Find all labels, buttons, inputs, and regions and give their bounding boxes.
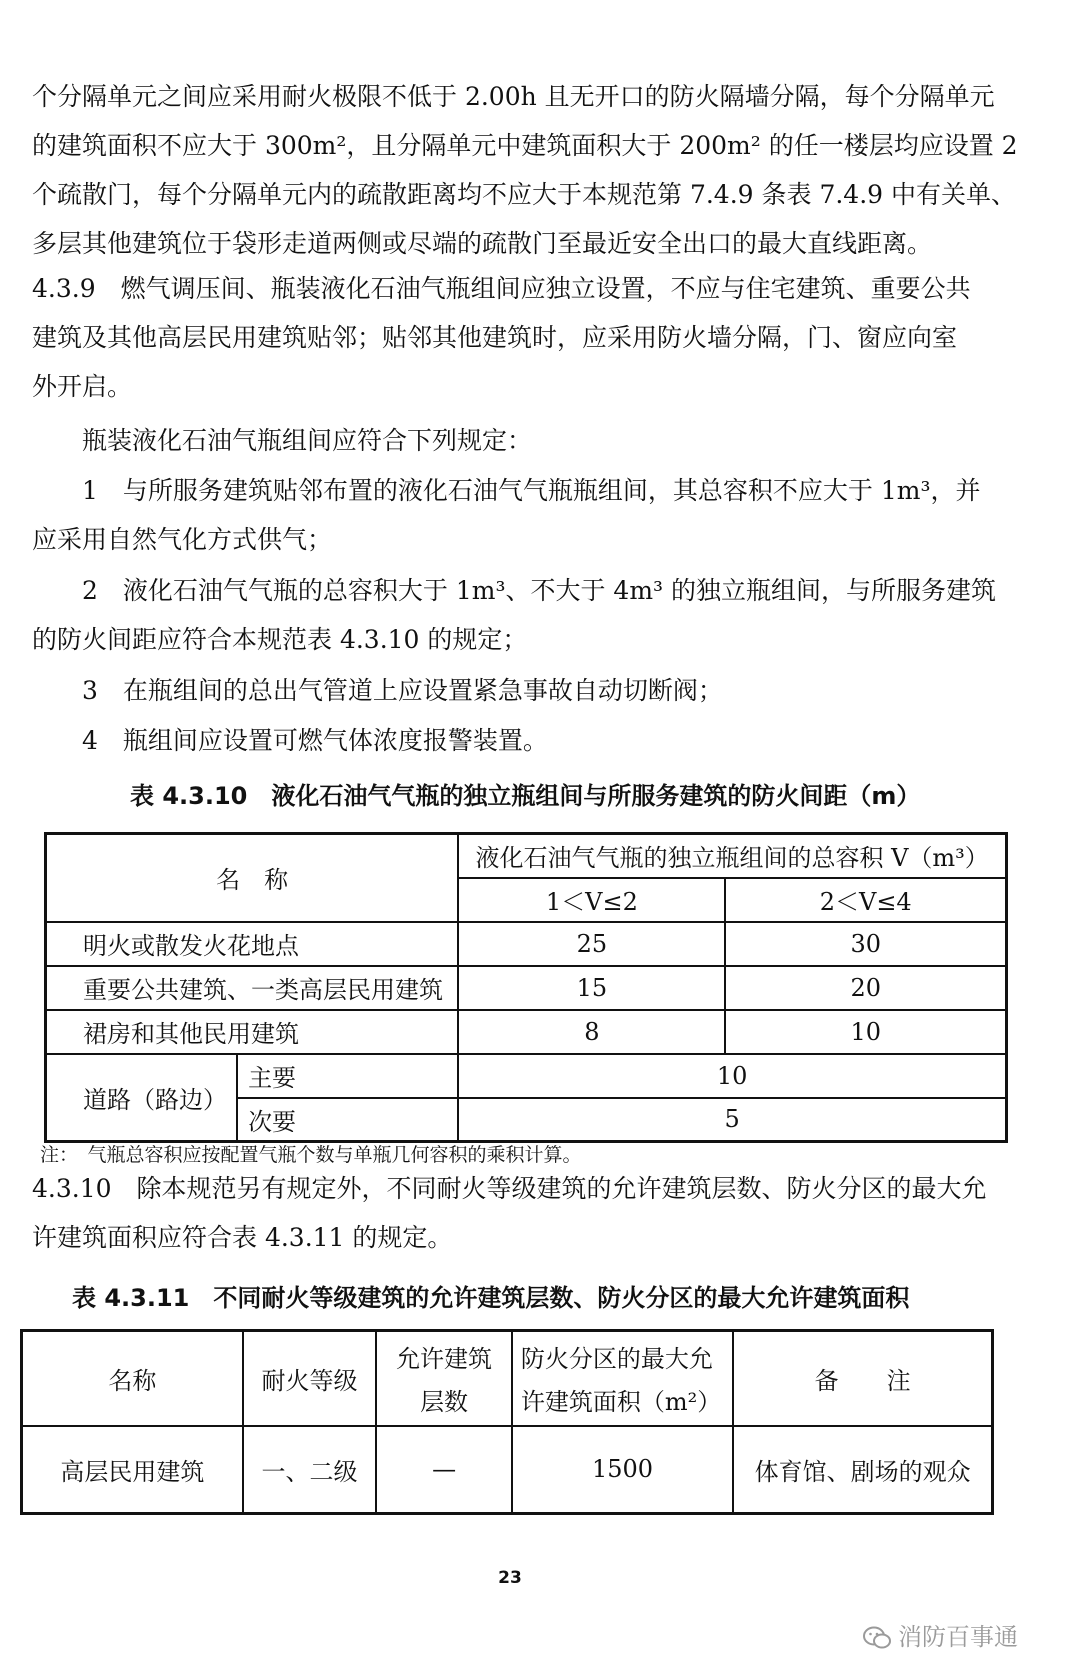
table-4-3-11-title: 表 4.3.11 不同耐火等级建筑的允许建筑层数、防火分区的最大允许建筑面积 <box>72 1284 910 1312</box>
road-label: 道路（路边） <box>46 1054 238 1142</box>
row-floors: — <box>376 1426 512 1514</box>
clause-4-3-9: 4.3.9 燃气调压间、瓶装液化石油气瓶组间应独立设置，不应与住宅建筑、重要公共 建筑及其他高层民用建筑贴邻；贴邻其他建筑时，应采用防火墙分隔，门、窗应向室 外开启。 <box>32 274 971 401</box>
clause-4-3-10: 4.3.10 除本规范另有规定外，不同耐火等级建筑的允许建筑层数、防火分区的最大允 许建筑面积应符合表 4.3.11 的规定。 <box>32 1174 987 1252</box>
road-minor-value: 5 <box>458 1098 1006 1142</box>
row-value: 10 <box>725 1010 1006 1054</box>
row-value: 8 <box>458 1010 725 1054</box>
clause-intro: 瓶装液化石油气瓶组间应符合下列规定： <box>32 426 533 455</box>
clause-item-4: 4 瓶组间应设置可燃气体浓度报警装置。 <box>32 726 548 755</box>
wechat-icon <box>862 1625 892 1651</box>
road-main-label: 主要 <box>237 1054 458 1098</box>
road-main-value: 10 <box>458 1054 1006 1098</box>
row-max-area: 1500 <box>512 1426 733 1514</box>
watermark-text: 消防百事通 <box>898 1623 1018 1651</box>
header-allowed-floors: 允许建筑 层数 <box>376 1331 512 1426</box>
row-label: 重要公共建筑、一类高层民用建筑 <box>46 966 459 1010</box>
header-max-area: 防火分区的最大允 许建筑面积（m²） <box>512 1331 733 1426</box>
road-minor-label: 次要 <box>237 1098 458 1142</box>
row-name: 高层民用建筑 <box>22 1426 243 1514</box>
row-remark: 体育馆、剧场的观众 <box>733 1426 992 1514</box>
header-volume-range-2: 2＜V≤4 <box>725 878 1006 922</box>
header-name: 名称 <box>22 1331 243 1426</box>
page-number: 23 <box>498 1568 522 1588</box>
clause-item-1: 1 与所服务建筑贴邻布置的液化石油气气瓶瓶组间，其总容积不应大于 1m³，并 应采用自然气化方式供气； <box>32 476 981 554</box>
table-note: 注： 气瓶总容积应按配置气瓶个数与单瓶几何容积的乘积计算。 <box>40 1144 582 1166</box>
row-value: 15 <box>458 966 725 1010</box>
row-fire-rating: 一、二级 <box>243 1426 377 1514</box>
row-value: 30 <box>725 922 1006 966</box>
header-fire-rating: 耐火等级 <box>243 1331 377 1426</box>
row-label: 裙房和其他民用建筑 <box>46 1010 459 1054</box>
header-name: 名 称 <box>46 834 459 922</box>
header-total-volume: 液化石油气气瓶的独立瓶组间的总容积 V（m³） <box>458 834 1006 878</box>
watermark <box>862 1617 1018 1652</box>
header-volume-range-1: 1＜V≤2 <box>458 878 725 922</box>
table-4-3-10 <box>44 832 1008 1143</box>
row-label: 明火或散发火花地点 <box>46 922 459 966</box>
paragraph-partition-units: 个分隔单元之间应采用耐火极限不低于 2.00h 且无开口的防火隔墙分隔，每个分隔单元 的建筑面积不应大于 300m²，且分隔单元中建筑面积大于 200m² 的任一楼层均应设置 2 个疏散门，每个分隔单元内的疏散距离均不应大于本规范第 7.4.9 条表 7.4.9 中有关单、 多层其他建筑位于袋形走道两侧或尽端的疏散门至最近安全出口的最大直线距离。 <box>32 82 1018 258</box>
table-4-3-10-title: 表 4.3.10 液化石油气气瓶的独立瓶组间与所服务建筑的防火间距（m） <box>130 782 921 810</box>
clause-item-2: 2 液化石油气气瓶的总容积大于 1m³、不大于 4m³ 的独立瓶组间，与所服务建筑 的防火间距应符合本规范表 4.3.10 的规定； <box>32 576 997 654</box>
row-value: 25 <box>458 922 725 966</box>
clause-item-3: 3 在瓶组间的总出气管道上应设置紧急事故自动切断阀； <box>32 676 723 705</box>
table-4-3-11 <box>20 1329 994 1515</box>
row-value: 20 <box>725 966 1006 1010</box>
header-remarks: 备 注 <box>733 1331 992 1426</box>
